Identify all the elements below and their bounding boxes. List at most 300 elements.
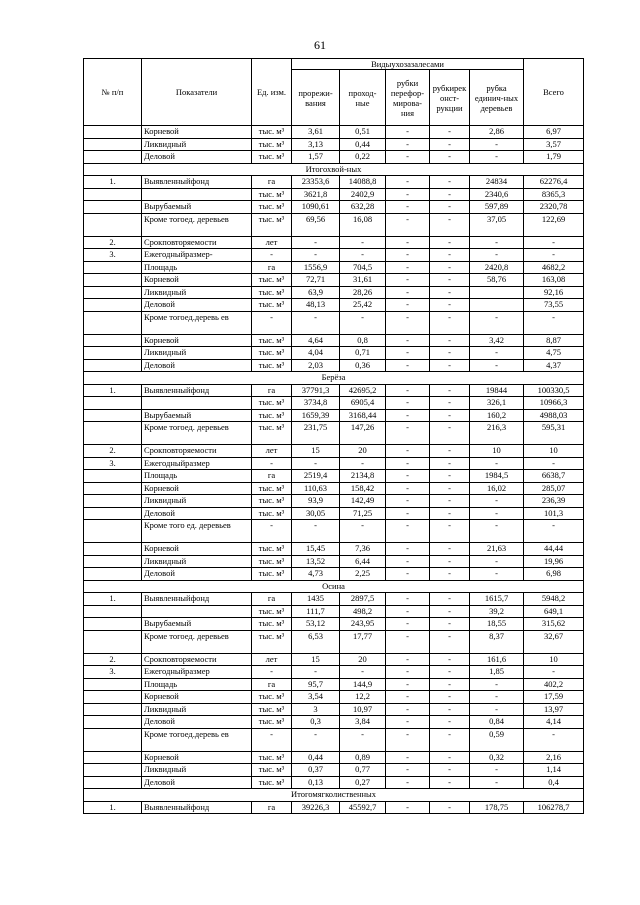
header-sub-thinning: прорежи-вания: [292, 70, 340, 126]
table-cell: Выявленныйфонд: [142, 384, 252, 397]
table-cell: -: [430, 618, 470, 631]
table-cell: 31,61: [340, 274, 386, 287]
table-cell: тыс. м³: [252, 201, 292, 214]
table-cell: 71,25: [340, 507, 386, 520]
table-cell: [84, 213, 142, 236]
table-cell: Корневой: [142, 751, 252, 764]
table-cell: -: [430, 703, 470, 716]
table-cell: 42695,2: [340, 384, 386, 397]
table-cell: -: [386, 409, 430, 422]
table-cell: -: [252, 666, 292, 679]
table-cell: -: [430, 299, 470, 312]
table-cell: [84, 359, 142, 372]
table-cell: [84, 678, 142, 691]
table-cell: 0,4: [524, 776, 584, 789]
table-cell: 10: [470, 445, 524, 458]
table-cell: [84, 555, 142, 568]
table-cell: -: [386, 445, 430, 458]
table-cell: 243,95: [340, 618, 386, 631]
table-row: [84, 568, 584, 581]
table-cell: -: [430, 126, 470, 139]
table-row: [84, 776, 584, 789]
table-cell: -: [430, 422, 470, 445]
table-cell: -: [340, 457, 386, 470]
table-cell: -: [470, 359, 524, 372]
table-cell: [84, 482, 142, 495]
section-title: Итогохвой-ных: [84, 163, 584, 176]
table-cell: 6,97: [524, 126, 584, 139]
table-cell: [84, 422, 142, 445]
table-cell: -: [292, 311, 340, 334]
table-cell: 0,84: [470, 716, 524, 729]
table-cell: -: [386, 482, 430, 495]
table-cell: 231,75: [292, 422, 340, 445]
table-cell: Деловой: [142, 299, 252, 312]
table-cell: -: [386, 397, 430, 410]
table-cell: тыс. м³: [252, 764, 292, 777]
table-cell: 0,51: [340, 126, 386, 139]
table-cell: 106278,7: [524, 801, 584, 814]
table-cell: -: [386, 274, 430, 287]
table-cell: -: [386, 151, 430, 164]
table-cell: 236,39: [524, 495, 584, 508]
table-cell: [84, 151, 142, 164]
table-cell: 1659,39: [292, 409, 340, 422]
table-cell: Корневой: [142, 334, 252, 347]
table-cell: -: [430, 359, 470, 372]
table-row: [84, 618, 584, 631]
table-cell: тыс. м³: [252, 422, 292, 445]
table-cell: -: [340, 520, 386, 543]
table-cell: 18,55: [470, 618, 524, 631]
table-row: [84, 630, 584, 653]
table-cell: -: [430, 543, 470, 556]
table-cell: 498,2: [340, 605, 386, 618]
table-cell: -: [470, 568, 524, 581]
table-cell: 1,57: [292, 151, 340, 164]
table-cell: -: [430, 520, 470, 543]
section-row: [84, 789, 584, 802]
table-cell: -: [470, 703, 524, 716]
table-cell: 1.: [84, 384, 142, 397]
table-cell: [470, 286, 524, 299]
table-cell: 53,12: [292, 618, 340, 631]
table-row: [84, 384, 584, 397]
table-cell: Деловой: [142, 359, 252, 372]
table-cell: 15: [292, 653, 340, 666]
table-cell: -: [386, 249, 430, 262]
table-cell: 39226,3: [292, 801, 340, 814]
table-cell: 2320,78: [524, 201, 584, 214]
table-cell: 4,37: [524, 359, 584, 372]
table-cell: -: [430, 261, 470, 274]
table-cell: лет: [252, 653, 292, 666]
table-row: [84, 138, 584, 151]
table-cell: 17,77: [340, 630, 386, 653]
table-row: [84, 555, 584, 568]
table-cell: Выявленныйфонд: [142, 176, 252, 189]
table-cell: 2,25: [340, 568, 386, 581]
table-cell: -: [386, 384, 430, 397]
table-cell: -: [386, 801, 430, 814]
table-cell: -: [386, 457, 430, 470]
table-row: [84, 213, 584, 236]
table-cell: -: [386, 703, 430, 716]
table-cell: тыс. м³: [252, 507, 292, 520]
table-cell: -: [430, 274, 470, 287]
header-row-1: [84, 59, 584, 70]
table-cell: 3,13: [292, 138, 340, 151]
table-cell: -: [430, 457, 470, 470]
table-cell: 0,3: [292, 716, 340, 729]
table-cell: Кроме тогоед. деревьев: [142, 422, 252, 445]
table-cell: 69,56: [292, 213, 340, 236]
table-cell: Деловой: [142, 151, 252, 164]
table-cell: 163,08: [524, 274, 584, 287]
table-cell: [470, 299, 524, 312]
table-row: [84, 261, 584, 274]
table-cell: [84, 728, 142, 751]
table-cell: Ежегодныйразмер-: [142, 249, 252, 262]
table-cell: тыс. м³: [252, 188, 292, 201]
table-cell: 16,08: [340, 213, 386, 236]
table-cell: 1615,7: [470, 593, 524, 606]
table-cell: 3,57: [524, 138, 584, 151]
table-cell: га: [252, 470, 292, 483]
table-cell: [84, 311, 142, 334]
table-cell: -: [252, 311, 292, 334]
table-cell: -: [470, 151, 524, 164]
table-cell: [84, 347, 142, 360]
table-cell: 10: [524, 445, 584, 458]
table-cell: 178,75: [470, 801, 524, 814]
table-cell: 3.: [84, 666, 142, 679]
table-cell: -: [386, 593, 430, 606]
table-cell: Вырубаемый: [142, 409, 252, 422]
table-row: [84, 543, 584, 556]
table-cell: Площадь: [142, 470, 252, 483]
table-cell: тыс. м³: [252, 495, 292, 508]
table-cell: Площадь: [142, 678, 252, 691]
table-row: [84, 188, 584, 201]
table-cell: 28,26: [340, 286, 386, 299]
table-row: [84, 126, 584, 139]
table-cell: Площадь: [142, 261, 252, 274]
table-cell: -: [470, 776, 524, 789]
table-cell: 0,13: [292, 776, 340, 789]
forest-care-table: [83, 58, 584, 814]
table-cell: тыс. м³: [252, 618, 292, 631]
table-cell: 3,42: [470, 334, 524, 347]
table-cell: -: [430, 384, 470, 397]
table-cell: 161,6: [470, 653, 524, 666]
table-cell: [84, 764, 142, 777]
table-cell: -: [430, 286, 470, 299]
table-cell: [142, 605, 252, 618]
table-cell: 63,9: [292, 286, 340, 299]
table-cell: тыс. м³: [252, 691, 292, 704]
table-cell: -: [386, 299, 430, 312]
table-cell: -: [430, 691, 470, 704]
table-cell: -: [524, 236, 584, 249]
table-cell: 2340,6: [470, 188, 524, 201]
table-cell: -: [292, 728, 340, 751]
table-cell: Ликвидный: [142, 495, 252, 508]
table-cell: 0,59: [470, 728, 524, 751]
table-cell: [84, 568, 142, 581]
table-cell: 10: [524, 653, 584, 666]
table-cell: -: [430, 555, 470, 568]
table-cell: га: [252, 801, 292, 814]
table-row: [84, 274, 584, 287]
table-cell: 73,55: [524, 299, 584, 312]
table-cell: 2.: [84, 445, 142, 458]
table-cell: 3,54: [292, 691, 340, 704]
table-row: [84, 286, 584, 299]
table-cell: [84, 703, 142, 716]
table-cell: 12,2: [340, 691, 386, 704]
table-cell: -: [470, 347, 524, 360]
table-cell: 2,16: [524, 751, 584, 764]
table-cell: 3.: [84, 457, 142, 470]
table-cell: 110,63: [292, 482, 340, 495]
table-cell: тыс. м³: [252, 334, 292, 347]
table-cell: -: [470, 678, 524, 691]
table-cell: 15: [292, 445, 340, 458]
table-cell: 0,8: [340, 334, 386, 347]
table-cell: -: [430, 445, 470, 458]
table-cell: Кроме тогоед.деревь ев: [142, 311, 252, 334]
table-cell: -: [430, 334, 470, 347]
header-number: № п/п: [84, 59, 142, 126]
table-row: [84, 397, 584, 410]
table-cell: 1.: [84, 801, 142, 814]
table-cell: [142, 397, 252, 410]
table-cell: 39,2: [470, 605, 524, 618]
table-cell: 0,44: [340, 138, 386, 151]
table-cell: 6,98: [524, 568, 584, 581]
table-cell: 2.: [84, 653, 142, 666]
table-cell: -: [430, 751, 470, 764]
table-cell: 0,22: [340, 151, 386, 164]
table-cell: -: [340, 311, 386, 334]
table-row: [84, 520, 584, 543]
table-row: [84, 691, 584, 704]
table-cell: Корневой: [142, 691, 252, 704]
table-cell: -: [386, 543, 430, 556]
table-cell: 595,31: [524, 422, 584, 445]
table-cell: -: [252, 249, 292, 262]
table-cell: 2519,4: [292, 470, 340, 483]
table-cell: 4,04: [292, 347, 340, 360]
table-cell: 0,27: [340, 776, 386, 789]
table-cell: -: [470, 520, 524, 543]
table-cell: 3621,8: [292, 188, 340, 201]
table-cell: -: [386, 201, 430, 214]
table-cell: -: [430, 470, 470, 483]
table-cell: га: [252, 176, 292, 189]
table-cell: 0,77: [340, 764, 386, 777]
table-cell: 92,16: [524, 286, 584, 299]
section-row: [84, 580, 584, 593]
table-cell: 0,36: [340, 359, 386, 372]
table-cell: -: [430, 678, 470, 691]
table-cell: -: [386, 236, 430, 249]
table-cell: Кроме тогоед. деревьев: [142, 630, 252, 653]
table-cell: 402,2: [524, 678, 584, 691]
table-cell: тыс. м³: [252, 286, 292, 299]
table-cell: тыс. м³: [252, 630, 292, 653]
table-cell: 326,1: [470, 397, 524, 410]
header-group: Видыухозазалесами: [292, 59, 524, 70]
table-cell: 62276,4: [524, 176, 584, 189]
table-cell: лет: [252, 236, 292, 249]
table-cell: га: [252, 261, 292, 274]
table-cell: 5948,2: [524, 593, 584, 606]
table-cell: лет: [252, 445, 292, 458]
table-cell: [84, 409, 142, 422]
table-cell: -: [386, 311, 430, 334]
table-cell: -: [386, 213, 430, 236]
table-cell: -: [524, 520, 584, 543]
table-cell: [84, 605, 142, 618]
table-cell: 4682,2: [524, 261, 584, 274]
header-total: Всего: [524, 59, 584, 126]
table-cell: 122,69: [524, 213, 584, 236]
table-cell: -: [430, 776, 470, 789]
table-cell: 13,97: [524, 703, 584, 716]
table-row: [84, 653, 584, 666]
table-cell: 23353,6: [292, 176, 340, 189]
table-cell: тыс. м³: [252, 716, 292, 729]
table-cell: 37,05: [470, 213, 524, 236]
table-cell: 32,67: [524, 630, 584, 653]
header-unit: Ед. изм.: [252, 59, 292, 126]
table-cell: -: [430, 138, 470, 151]
table-cell: 20: [340, 445, 386, 458]
table-cell: 15,45: [292, 543, 340, 556]
table-cell: 16,02: [470, 482, 524, 495]
table-cell: -: [252, 520, 292, 543]
table-cell: -: [430, 716, 470, 729]
table-cell: -: [386, 347, 430, 360]
table-row: [84, 445, 584, 458]
table-cell: -: [386, 618, 430, 631]
table-cell: тыс. м³: [252, 409, 292, 422]
table-cell: 6638,7: [524, 470, 584, 483]
table-cell: 8,87: [524, 334, 584, 347]
table-cell: 3,61: [292, 126, 340, 139]
table-cell: тыс. м³: [252, 138, 292, 151]
table-cell: -: [386, 520, 430, 543]
table-cell: 30,05: [292, 507, 340, 520]
table-cell: 21,63: [470, 543, 524, 556]
table-row: [84, 507, 584, 520]
table-cell: 4,73: [292, 568, 340, 581]
table-cell: Выявленныйфонд: [142, 801, 252, 814]
table-cell: 4988,03: [524, 409, 584, 422]
table-cell: 2.: [84, 236, 142, 249]
table-row: [84, 482, 584, 495]
table-cell: тыс. м³: [252, 605, 292, 618]
table-cell: -: [430, 653, 470, 666]
table-cell: 1556,9: [292, 261, 340, 274]
table-cell: Деловой: [142, 776, 252, 789]
table-cell: 101,3: [524, 507, 584, 520]
table-cell: -: [430, 666, 470, 679]
table-cell: Корневой: [142, 274, 252, 287]
table-cell: -: [386, 653, 430, 666]
table-cell: [142, 188, 252, 201]
table-cell: [84, 776, 142, 789]
table-cell: -: [430, 188, 470, 201]
table-cell: 8365,3: [524, 188, 584, 201]
table-cell: -: [386, 716, 430, 729]
table-row: [84, 236, 584, 249]
table-cell: 632,28: [340, 201, 386, 214]
table-row: [84, 605, 584, 618]
table-cell: [84, 507, 142, 520]
table-cell: Ликвидный: [142, 286, 252, 299]
table-cell: 1090,61: [292, 201, 340, 214]
table-cell: тыс. м³: [252, 703, 292, 716]
table-cell: 10,97: [340, 703, 386, 716]
table-cell: 144,9: [340, 678, 386, 691]
table-cell: -: [292, 457, 340, 470]
table-cell: -: [430, 801, 470, 814]
table-row: [84, 347, 584, 360]
table-row: [84, 593, 584, 606]
table-cell: -: [430, 764, 470, 777]
table-cell: Ликвидный: [142, 347, 252, 360]
table-cell: -: [386, 691, 430, 704]
table-cell: 13,52: [292, 555, 340, 568]
table-cell: [84, 201, 142, 214]
table-row: [84, 801, 584, 814]
table-cell: -: [524, 728, 584, 751]
table-cell: -: [430, 236, 470, 249]
table-cell: 10966,3: [524, 397, 584, 410]
table-cell: -: [386, 422, 430, 445]
table-cell: 158,42: [340, 482, 386, 495]
table-cell: -: [386, 630, 430, 653]
table-cell: 4,64: [292, 334, 340, 347]
table-cell: тыс. м³: [252, 359, 292, 372]
table-cell: -: [386, 678, 430, 691]
table-cell: -: [470, 764, 524, 777]
table-row: [84, 457, 584, 470]
table-cell: тыс. м³: [252, 543, 292, 556]
table-cell: -: [386, 776, 430, 789]
table-cell: -: [430, 213, 470, 236]
table-cell: -: [386, 261, 430, 274]
table-cell: -: [470, 555, 524, 568]
table-cell: -: [430, 347, 470, 360]
table-cell: -: [340, 666, 386, 679]
table-cell: 597,89: [470, 201, 524, 214]
table-row: [84, 703, 584, 716]
table-cell: Ликвидный: [142, 138, 252, 151]
table-cell: 2420,8: [470, 261, 524, 274]
table-cell: [84, 618, 142, 631]
table-cell: [84, 520, 142, 543]
table-cell: -: [430, 593, 470, 606]
table-cell: -: [470, 691, 524, 704]
table-cell: 0,32: [470, 751, 524, 764]
table-row: [84, 201, 584, 214]
table-row: [84, 422, 584, 445]
table-cell: -: [386, 359, 430, 372]
